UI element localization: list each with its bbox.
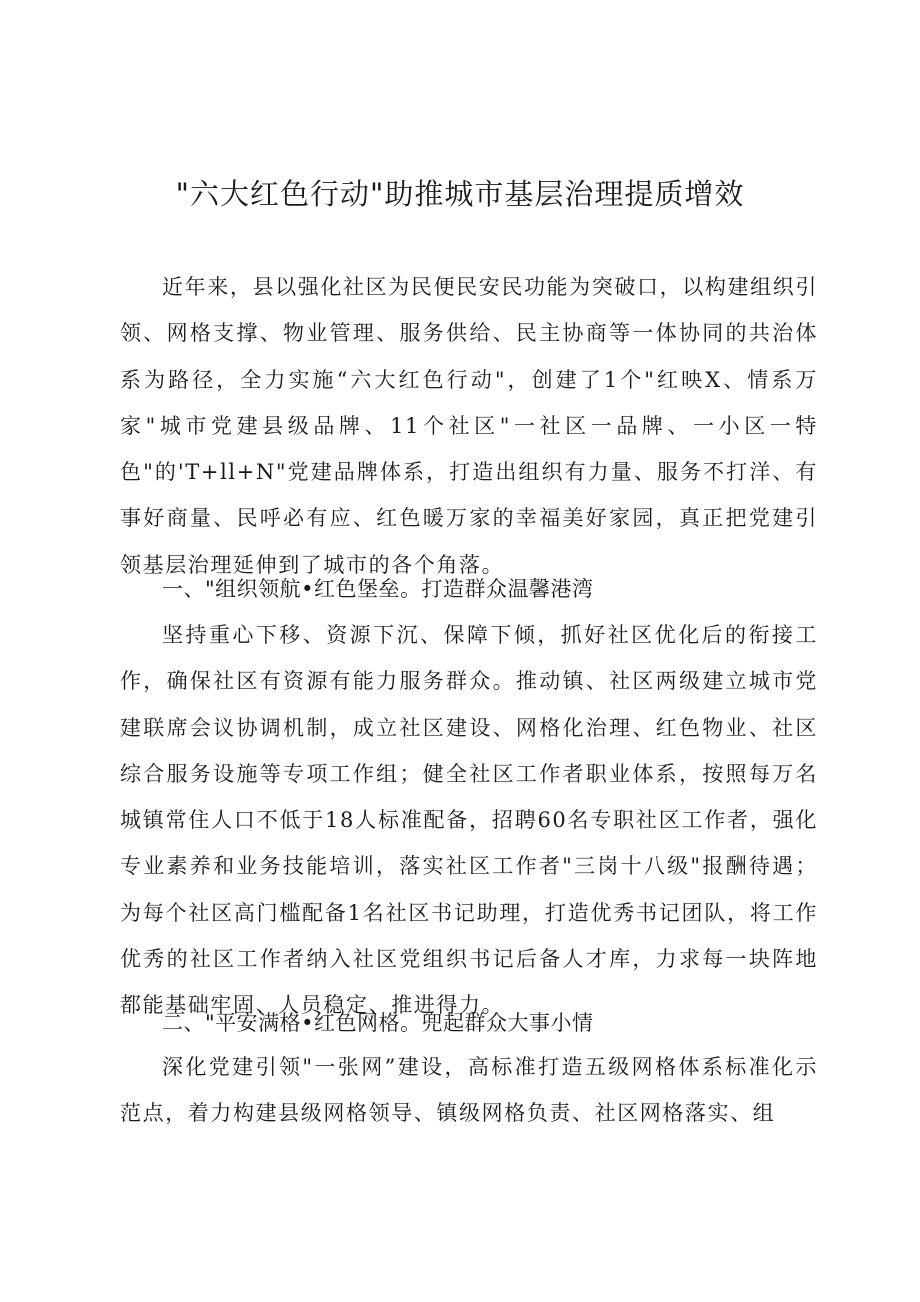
document-title: "六大红色行动"助推城市基层治理提质增效: [175, 177, 745, 211]
section-heading-2: 二、"平安满格•红色网格。兜起群众大事小情: [162, 1011, 594, 1035]
section-body-1: 坚持重心下移、资源下沉、保障下倾，抓好社区优化后的衔接工作，确保社区有资源有能力服务群众。推动镇、社区两级建立城市党建联席会议协调机制，成立社区建设、网格化治理、红色物业、社区综合服务设施等专项工作组；健全社区工作者职业体系，按照每万名城镇常住人口不低于18人标准配备，招聘60名专职社区工作者，强化专业素养和业务技能培训，落实社区工作者"三岗十八级"报酬待遇；为每个社区高门槛配备1名社区书记助理，打造优秀书记团队，将工作优秀的社区工作者纳入社区党组织书记后备人才库，力求每一块阵地都能基础牢固、人员稳定、推进得力。: [120, 623, 818, 1018]
section-heading-1: 一、"组织领航•红色堡垒。打造群众温馨港湾: [162, 577, 594, 601]
section-body-2: 深化党建引领"一张网”建设，高标准打造五级网格体系标准化示范点，着力构建县级网格领导、镇级网格负责、社区网格落实、组: [120, 1055, 818, 1126]
intro-paragraph: 近年来，县以强化社区为民便民安民功能为突破口，以构建组织引领、网格支撑、物业管理、服务供给、民主协商等一体协同的共治体系为路径，全力实施“六大红色行动"，创建了1个"红映X、情系万家"城市党建县级品牌、11个社区"一社区一品牌、一小区一特色"的'T+ll+N"党建品牌体系，打造出组织有力量、服务不打洋、有事好商量、民呼必有应、红色暖万家的幸福美好家园，真正把党建引领基层治理延伸到了城市的各个角落。: [120, 275, 818, 577]
